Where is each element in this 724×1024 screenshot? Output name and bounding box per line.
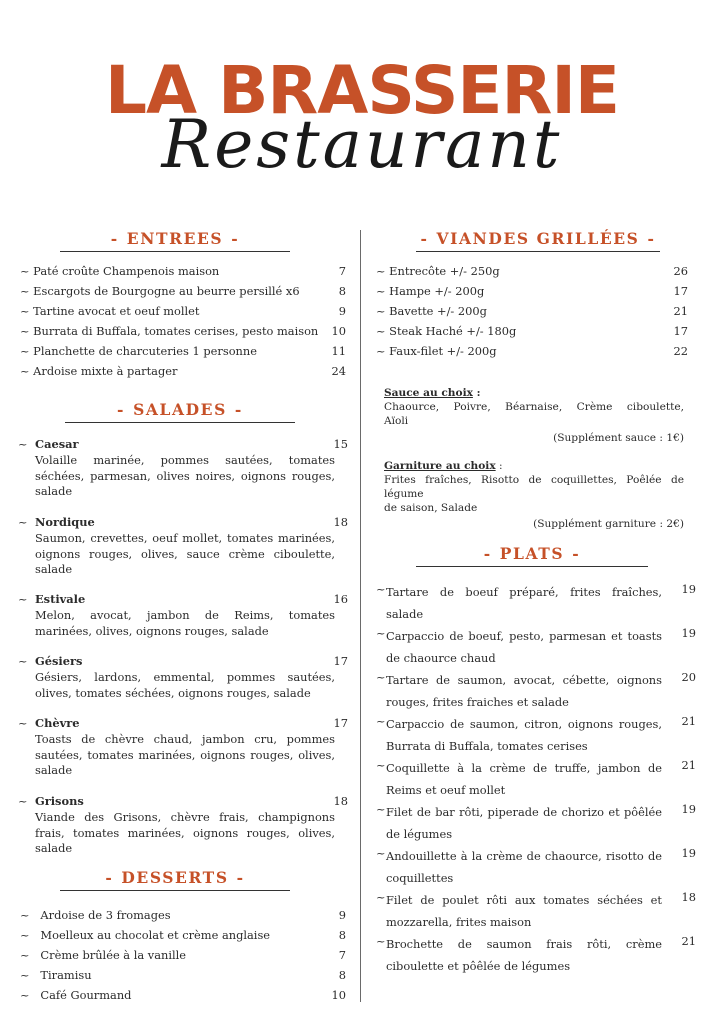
- bullet: ~: [20, 364, 30, 378]
- sauce-supplement: (Supplément sauce : 1€): [553, 432, 684, 444]
- item-price: 16: [333, 592, 348, 606]
- bullet: ~: [18, 794, 28, 808]
- item-label: Ardoise de 3 fromages: [40, 908, 171, 922]
- item-label: Ardoise mixte à partager: [33, 364, 178, 378]
- item-label: Bavette +/- 200g: [389, 304, 487, 318]
- viande-item: [376, 346, 688, 357]
- bullet: ~: [376, 714, 386, 728]
- item-price: 10: [331, 324, 346, 338]
- item-price: 21: [681, 714, 696, 728]
- bullet: ~: [20, 908, 30, 922]
- item-name: Grisons: [35, 794, 84, 808]
- item-price: 11: [331, 344, 346, 358]
- viande-item: [376, 306, 688, 317]
- item-desc: Tartare de saumon, avocat, cébette, oignons rouges, frites fraiches et salade: [386, 673, 662, 709]
- sauce-heading: Sauce au choix: [384, 387, 473, 399]
- item-price: 9: [338, 908, 346, 922]
- bullet: ~: [376, 802, 386, 816]
- dash: -: [236, 868, 245, 887]
- bullet: ~: [20, 948, 30, 962]
- item-label: Crème brûlée à la vanille: [40, 948, 187, 962]
- sauce-options: Chaource, Poivre, Béarnaise, Crème ciboulette,: [384, 401, 684, 413]
- item-price: 22: [673, 344, 688, 358]
- item-price: 26: [673, 264, 688, 278]
- item-name: Nordique: [35, 515, 95, 529]
- garniture-options-cont: de saison, Salade: [384, 502, 478, 514]
- bullet: ~: [20, 304, 30, 318]
- item-price: 8: [338, 284, 346, 298]
- item-desc: Coquillette à la crème de truffe, jambon de Reims et oeuf mollet: [386, 761, 662, 797]
- item-price: 19: [681, 582, 696, 596]
- dessert-item: [20, 950, 346, 961]
- dash: -: [117, 400, 126, 419]
- item-price: 7: [338, 948, 346, 962]
- bullet: ~: [376, 264, 386, 278]
- entree-item: [20, 286, 346, 297]
- sauce-options-cont: Aïoli: [384, 415, 409, 427]
- dessert-item: [20, 970, 346, 981]
- item-label: Moelleux au chocolat et crème anglaise: [40, 928, 271, 942]
- garniture-supplement: (Supplément garniture : 2€): [533, 518, 684, 530]
- item-desc: Carpaccio de boeuf, pesto, parmesan et toasts de chaource chaud: [386, 629, 662, 665]
- bullet: ~: [20, 324, 30, 338]
- item-desc: Melon, avocat, jambon de Reims, tomates marinées, olives, oignons rouges, salade: [35, 608, 335, 638]
- bullet: ~: [376, 758, 386, 772]
- item-price: 8: [338, 968, 346, 982]
- viandes-rule: [416, 251, 660, 252]
- bullet: ~: [18, 515, 28, 529]
- item-price: 17: [673, 324, 688, 338]
- bullet: ~: [376, 324, 386, 338]
- item-label: Paté croûte Champenois maison: [33, 264, 220, 278]
- plats-rule: [416, 566, 648, 567]
- desserts-rule: [60, 890, 290, 891]
- item-label: Burrata di Buffala, tomates cerises, pesto maison: [33, 324, 319, 338]
- item-name: Chèvre: [35, 716, 80, 730]
- section-title-salades: [65, 402, 295, 418]
- viande-item: [376, 286, 688, 297]
- bullet: ~: [20, 284, 30, 298]
- item-price: 18: [681, 890, 696, 904]
- section-title-viandes: [416, 231, 660, 247]
- bullet: ~: [20, 344, 30, 358]
- sauce-note: [384, 386, 684, 445]
- item-price: 18: [333, 794, 348, 808]
- item-label: Tiramisu: [40, 968, 92, 982]
- garniture-heading: Garniture au choix: [384, 460, 496, 472]
- item-price: 17: [333, 716, 348, 730]
- item-price: 17: [673, 284, 688, 298]
- restaurant-script-subtitle: Restaurant: [161, 106, 563, 183]
- dash: -: [231, 229, 240, 248]
- entrees-rule: [60, 251, 290, 252]
- bullet: ~: [376, 934, 386, 948]
- entree-item: [20, 346, 346, 357]
- item-price: 10: [331, 988, 346, 1002]
- bullet: ~: [18, 654, 28, 668]
- item-desc: Brochette de saumon frais rôti, crème ciboulette et pôêlée de légumes: [386, 937, 662, 973]
- bullet: ~: [376, 846, 386, 860]
- bullet: ~: [376, 344, 386, 358]
- item-price: 20: [681, 670, 696, 684]
- item-price: 19: [681, 626, 696, 640]
- item-price: 15: [333, 437, 348, 451]
- item-price: 9: [338, 304, 346, 318]
- item-desc: Andouillette à la crème de chaource, risotto de coquillettes: [386, 849, 662, 885]
- section-title-entrees: [60, 231, 290, 247]
- dash: -: [647, 229, 656, 248]
- plats-title-text: PLATS: [499, 544, 565, 563]
- item-price: 21: [673, 304, 688, 318]
- item-price: 8: [338, 928, 346, 942]
- salades-title-text: SALADES: [133, 400, 227, 419]
- item-label: Café Gourmand: [40, 988, 132, 1002]
- dash: -: [110, 229, 119, 248]
- dessert-item: [20, 990, 346, 1001]
- bullet: ~: [20, 968, 30, 982]
- sauce-colon: :: [472, 387, 481, 399]
- section-title-plats: [416, 546, 648, 562]
- viande-item: [376, 266, 688, 277]
- entree-item: [20, 326, 346, 337]
- restaurant-brand-title: LA BRASSERIE: [105, 52, 619, 129]
- item-desc: Filet de poulet rôti aux tomates séchées et mozzarella, frites maison: [386, 893, 662, 929]
- dessert-item: [20, 930, 346, 941]
- bullet: ~: [376, 304, 386, 318]
- dash: -: [483, 544, 492, 563]
- bullet: ~: [18, 716, 28, 730]
- garniture-options: Frites fraîches, Risotto de coquillettes, Poêlée de légume: [384, 474, 684, 500]
- item-desc: Saumon, crevettes, oeuf mollet, tomates marinées, oignons rouges, olives, sauce crème ciboulette, salade: [35, 531, 335, 576]
- item-desc: Tartare de boeuf préparé, frites fraîches, salade: [386, 585, 662, 621]
- bullet: ~: [376, 670, 386, 684]
- bullet: ~: [20, 264, 30, 278]
- item-label: Tartine avocat et oeuf mollet: [33, 304, 200, 318]
- item-desc: Viande des Grisons, chèvre frais, champignons frais, tomates marinées, oignons rouges, olives, salade: [35, 810, 335, 855]
- bullet: ~: [376, 284, 386, 298]
- desserts-title-text: DESSERTS: [121, 868, 229, 887]
- entree-item: [20, 366, 346, 377]
- bullet: ~: [18, 437, 28, 451]
- bullet: ~: [18, 592, 28, 606]
- item-name: Gésiers: [35, 654, 83, 668]
- item-label: Planchette de charcuteries 1 personne: [33, 344, 257, 358]
- item-price: 24: [331, 364, 346, 378]
- dash: -: [105, 868, 114, 887]
- item-price: 21: [681, 758, 696, 772]
- garniture-colon: :: [495, 460, 503, 472]
- item-desc: Toasts de chèvre chaud, jambon cru, pommes sautées, tomates marinées, oignons rouges, olives, salade: [35, 732, 335, 777]
- item-price: 21: [681, 934, 696, 948]
- item-label: Escargots de Bourgogne au beurre persillé x6: [33, 284, 300, 298]
- bullet: ~: [376, 626, 386, 640]
- item-desc: Carpaccio de saumon, citron, oignons rouges, Burrata di Buffala, tomates cerises: [386, 717, 662, 753]
- item-price: 19: [681, 846, 696, 860]
- bullet: ~: [376, 890, 386, 904]
- item-price: 18: [333, 515, 348, 529]
- item-desc: Volaille marinée, pommes sautées, tomates séchées, parmesan, olives noires, oignons rouges, salade: [35, 453, 335, 498]
- item-label: Faux-filet +/- 200g: [389, 344, 497, 358]
- item-name: Caesar: [35, 437, 79, 451]
- item-price: 17: [333, 654, 348, 668]
- entree-item: [20, 266, 346, 277]
- item-desc: Filet de bar rôti, piperade de chorizo et pôêlée de légumes: [386, 805, 662, 841]
- bullet: ~: [20, 988, 30, 1002]
- bullet: ~: [20, 928, 30, 942]
- entree-item: [20, 306, 346, 317]
- item-name: Estivale: [35, 592, 86, 606]
- dash: -: [420, 229, 429, 248]
- item-price: 19: [681, 802, 696, 816]
- item-label: Entrecôte +/- 250g: [389, 264, 500, 278]
- dash: -: [572, 544, 581, 563]
- viandes-title-text: VIANDES GRILLÉES: [436, 229, 640, 248]
- item-desc: Gésiers, lardons, emmental, pommes sautées, olives, tomates séchées, oignons rouges, salade: [35, 670, 335, 700]
- dash: -: [234, 400, 243, 419]
- salades-rule: [65, 422, 295, 423]
- garniture-note: [384, 459, 684, 531]
- item-label: Hampe +/- 200g: [389, 284, 485, 298]
- viande-item: [376, 326, 688, 337]
- item-price: 7: [338, 264, 346, 278]
- section-title-desserts: [60, 870, 290, 886]
- column-divider: [360, 230, 361, 1002]
- dessert-item: [20, 910, 346, 921]
- entrees-title-text: ENTREES: [126, 229, 224, 248]
- item-label: Steak Haché +/- 180g: [389, 324, 517, 338]
- bullet: ~: [376, 582, 386, 596]
